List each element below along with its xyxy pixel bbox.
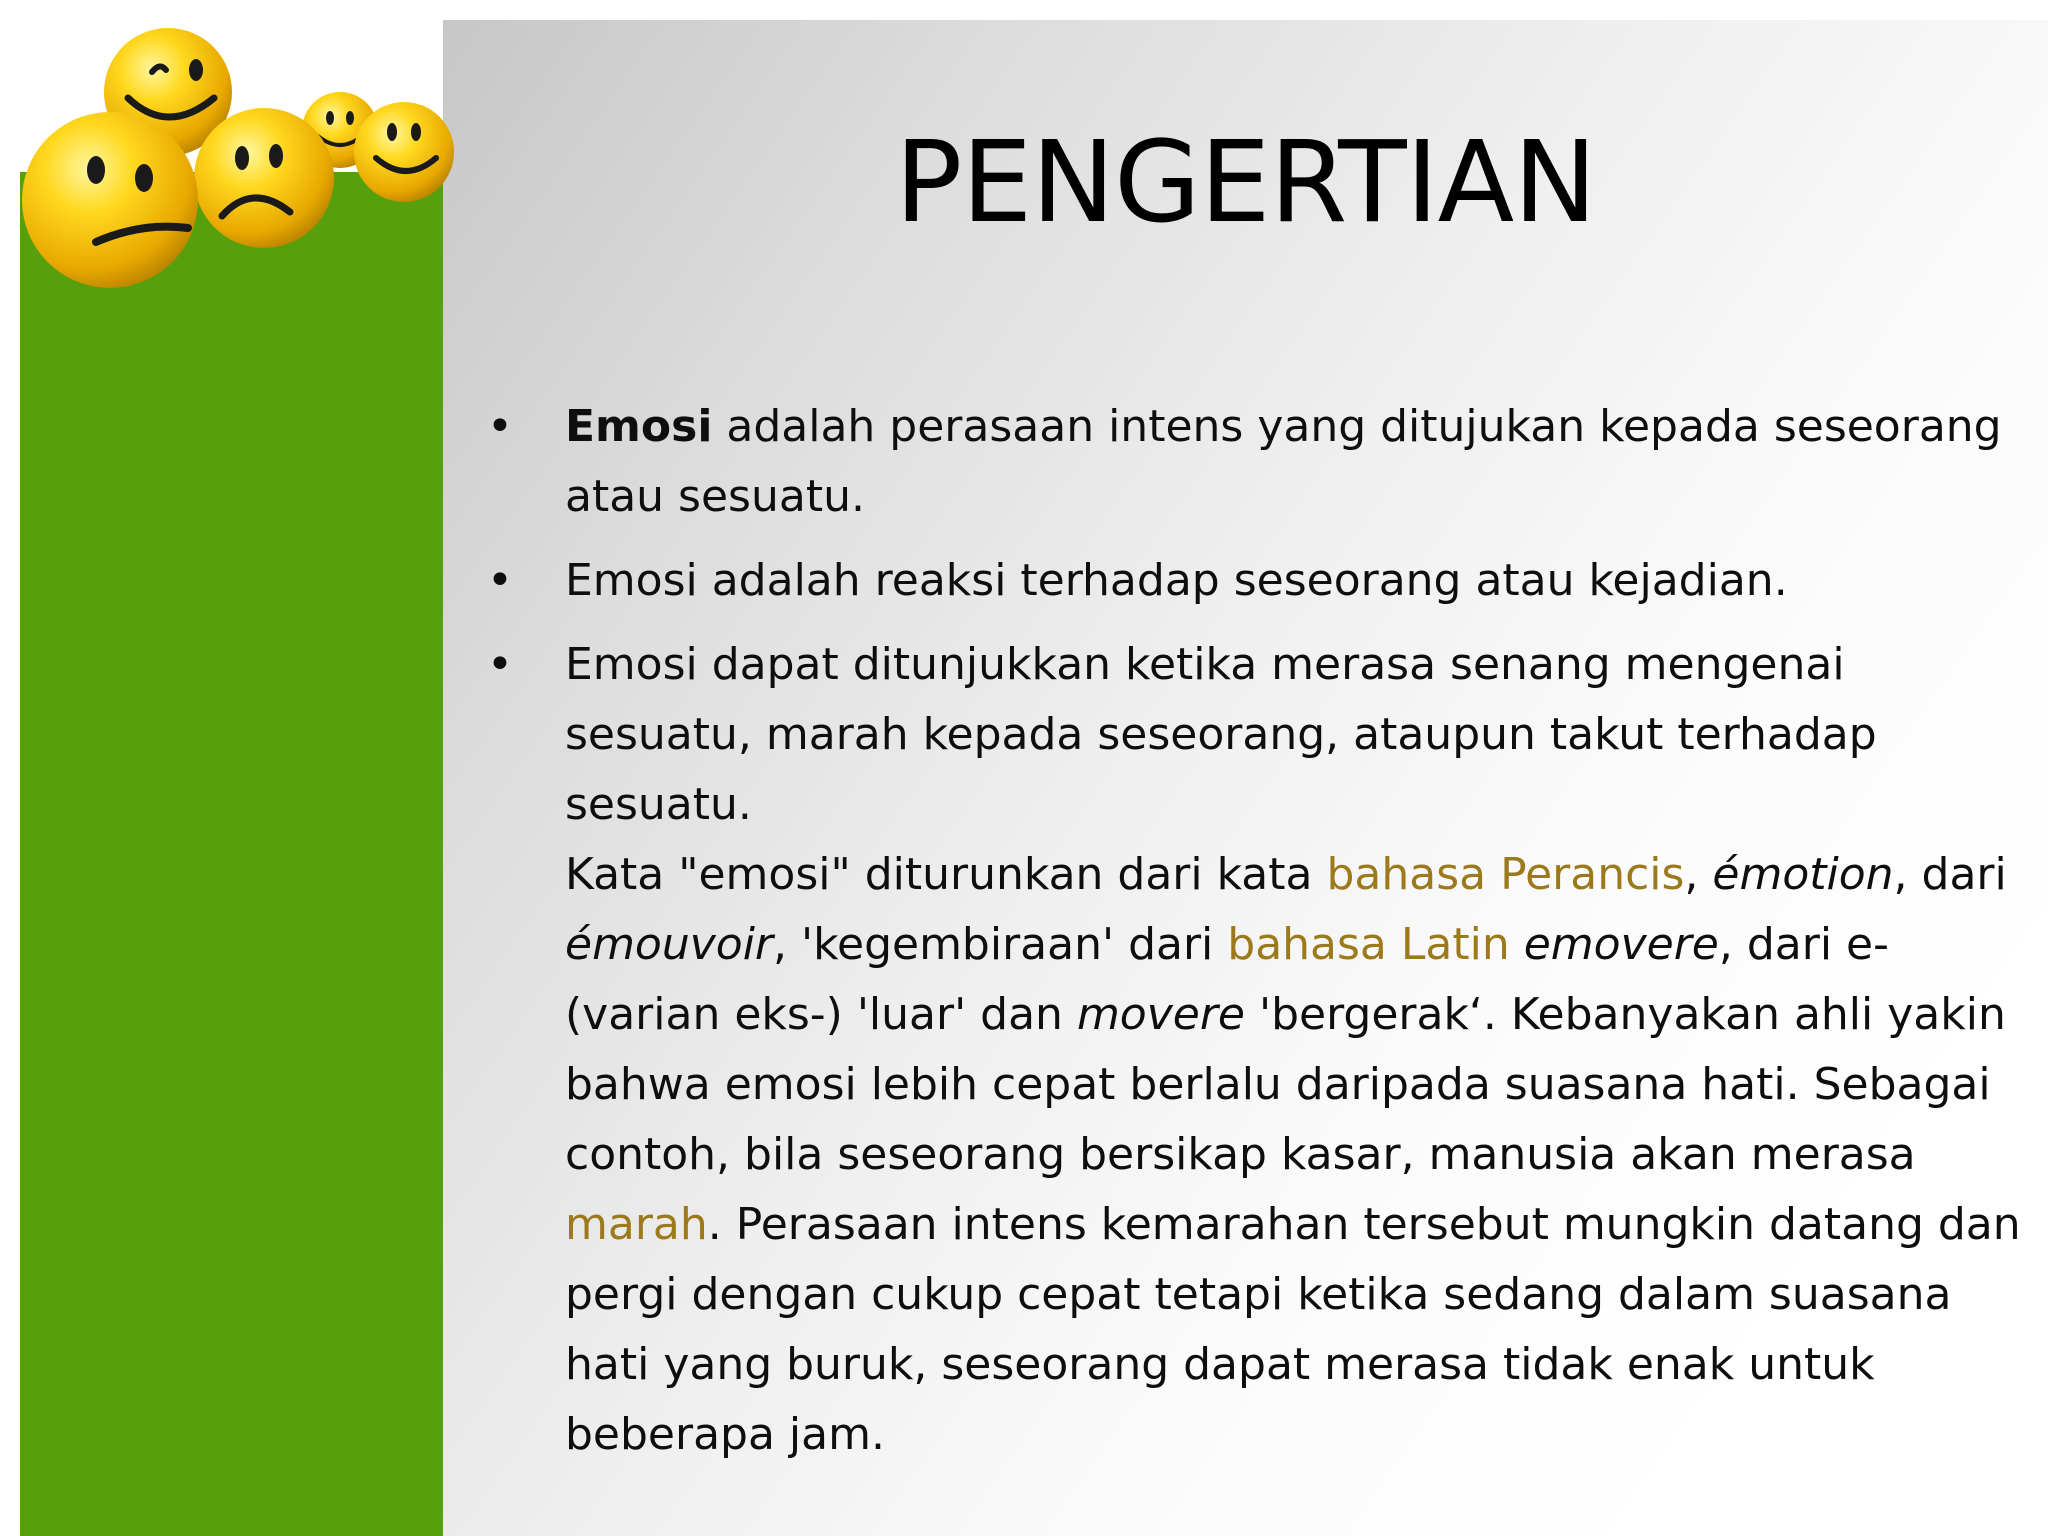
slide-title: PENGERTIAN [894,118,1597,248]
slide-body [485,392,2025,1470]
smileys-decoration [0,0,460,310]
paragraph-text: , [1684,849,1713,900]
italic-term: movere [1076,989,1245,1040]
bullet-text: Emosi dapat ditunjukkan ketika merasa senang mengenai sesuatu, marah kepada seseorang, ataupun takut terhadap sesuatu. [565,639,1877,830]
italic-term: emovere [1523,919,1719,970]
italic-term: émotion [1712,849,1894,900]
smiley-sad-icon [194,108,334,248]
paragraph-text: 'bergerak‘. Kebanyakan ahli yakin bahwa emosi lebih cepat berlalu daripada suasana hati. Sebagai contoh, bila seseorang bersikap kasar, manusia akan merasa [565,989,2006,1180]
smiley-happy-icon [354,102,454,202]
bullet-item [485,392,2025,532]
paragraph-text: Kata "emosi" diturunkan dari kata [565,849,1327,900]
bullet-text: adalah perasaan intens yang ditujukan kepada seseorang atau sesuatu. [565,401,2002,522]
etymology-paragraph [485,840,2025,1470]
link-bahasa-latin[interactable]: bahasa Latin [1227,919,1510,970]
paragraph-text: . Perasaan intens kemarahan tersebut mungkin datang dan pergi dengan cukup cepat tetapi ketika sedang dalam suasana hati yang buruk, seseorang dapat merasa tidak enak untuk beberapa jam. [565,1199,2021,1460]
bullet-dot: • [487,639,513,690]
paragraph-text: , dari e- (varian eks-) 'luar' dan [565,919,1889,1040]
paragraph-text: , dari [1893,849,2007,900]
bullet-dot: • [487,555,513,606]
bullet-dot: • [487,401,513,452]
bullet-item [485,630,2025,840]
paragraph-text [1510,919,1524,970]
link-marah[interactable]: marah [565,1199,708,1250]
green-side-panel [20,172,443,1536]
bullet-bold-term: Emosi [565,401,713,452]
italic-term: émouvoir [565,919,774,970]
paragraph-text: , 'kegembiraan' dari [773,919,1228,970]
link-bahasa-perancis[interactable]: bahasa Perancis [1326,849,1685,900]
bullet-item [485,546,2025,616]
bullet-text: Emosi adalah reaksi terhadap seseorang atau kejadian. [565,555,1788,606]
smiley-confused-icon [22,112,198,288]
